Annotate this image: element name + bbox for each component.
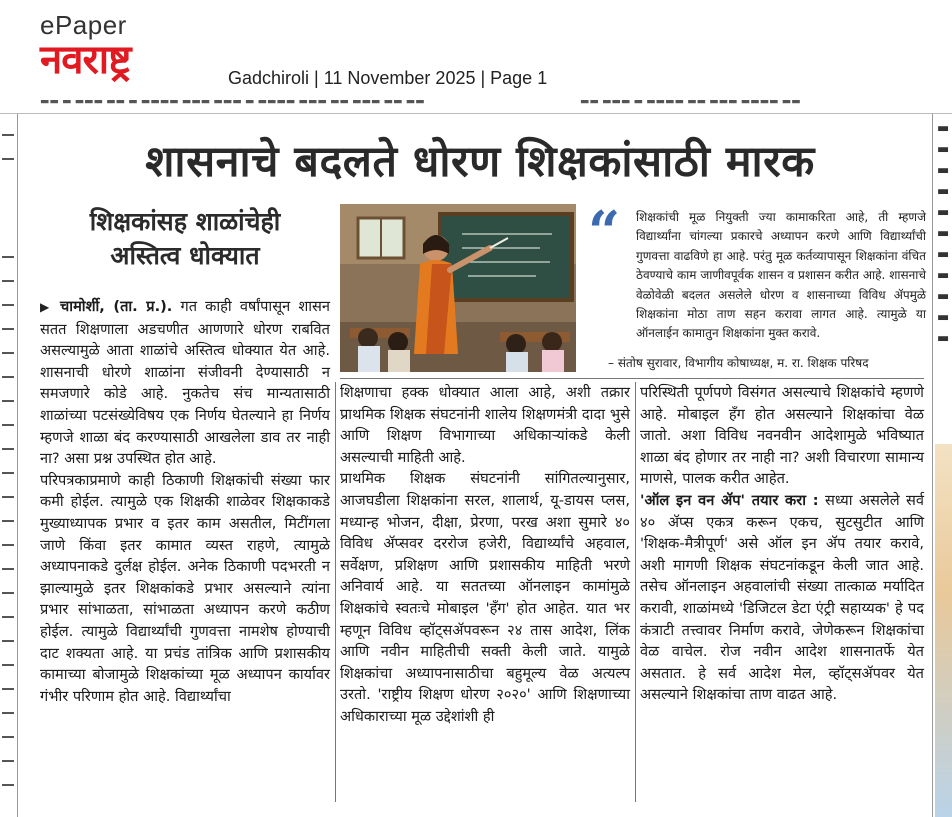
subhead-line-2: अस्तित्व धोक्यात: [110, 241, 260, 270]
subhead-line-1: शिक्षकांसह शाळांचेही: [89, 207, 281, 236]
column-1-lead: गत काही वर्षांपासून शासन सतत शिक्षणाला अडचणीत आणणारे धोरण राबवित असल्यामुळे आता शाळांचे अस्तित्व धोक्यात येत आहे. शासनाची धोरणे शाळांना संजीवनी देण्यासाठी न समजणारे कोडे आहे. नुकतेच संच मान्यतासाठी शाळांच्या पटसंख्येविषय एक निर्णय घेतल्याने हा निर्णय म्हणजे शाळा बंद करण्यासाठी आखलेला डाव तर नाही ना? असा प्रश्न उपस्थित होत आहे.: [40, 298, 330, 468]
masthead: [0, 0, 952, 100]
column-divider: [635, 382, 636, 802]
column-3-paragraph-2: सध्या असलेले सर्व ४० ॲप्स एकत्र करून एकच, सुटसुटीत आणि 'शिक्षक-मैत्रीपूर्ण' असे ऑल इन ॲप तयार करावे, अशी मागणी शिक्षक संघटनांकडून केली जात आहे. तसेच ऑनलाइन अहवालांची संख्या तात्काळ मर्यादित करावी, शाळांमध्ये 'डिजिटल डेटा एंट्री सहाय्यक' हे पद कंत्राटी तत्त्वावर निर्माण करावे, जेणेकरून शिक्षकांचा वेळ वाचेल. रोज नवीन आदेश शासनातर्फे येत असतात. हे सर्व आदेश मेल, व्हॉट्सॲपवर येत असल्याने शिक्षकांचा ताण वाढत आहे.: [640, 491, 924, 704]
horizontal-rule: [340, 378, 924, 379]
dateline-arrow-icon: ▶: [40, 300, 61, 314]
edition-info: Gadchiroli | 11 November 2025 | Page 1: [228, 68, 548, 88]
quote-author: – संतोष सुरावार, विभागीय कोषाध्यक्ष, म. रा. शिक्षक परिषद: [608, 356, 869, 370]
quote-mark-icon: “: [588, 199, 621, 265]
brand-logo: नवराष्ट्र: [40, 37, 131, 83]
column-2-paragraph-1: शिक्षणाचा हक्क धोक्यात आला आहे, अशी तक्रार प्राथमिक शिक्षक संघटनांनी शालेय शिक्षणमंत्री दादा भुसे आणि शिक्षण विभागाच्या अधिकाऱ्यांकडे केली असल्याची माहिती आहे.: [340, 384, 630, 466]
classroom-scene-image: [340, 204, 576, 372]
left-adjacent-column: [0, 114, 18, 817]
column-3-paragraph-1: परिस्थिती पूर्णपणे विसंगत असल्याचे शिक्षकांचे म्हणणे आहे. मोबाइल हँग होत असल्याने शिक्षकांचा वेळ जातो. अशा विविध नवनवीन आदेशामुळे भविष्यात शाळा बंद होणार तर नाही ना? अशी विचारणा सामान्य माणसे, पालक करीत आहेत.: [640, 384, 924, 488]
adjacent-image-fragment: [935, 444, 952, 817]
section-subtitle: 'ऑल इन वन ॲप' तयार करा :: [640, 491, 819, 509]
article-subhead: [40, 205, 330, 273]
column-2-paragraph-2: प्राथमिक शिक्षक संघटनांनी सांगितल्यानुसार, आजघडीला शिक्षकांना सरल, शालार्थ, यू-डायस प्लस, मध्यान्ह भोजन, दीक्षा, प्रेरणा, परख अशा सुमारे ४० विविध ॲप्सवर दररोज हजेरी, विद्यार्थ्यांचे अहवाल, सर्वेक्षण, प्रशिक्षण आणि प्रशासकीय माहिती भरणे अनिवार्य आहे. या सततच्या ऑनलाइन कामांमुळे शिक्षकांचे स्वतःचे मोबाइल 'हँग' होत आहेत. यात भर म्हणून विविध व्हॉट्सॲपवरून २४ तास आदेश, लिंक आणि नवीन माहितीची सक्ती केली जाते. यामुळे शिक्षकांचा अध्यापनासाठीचा बहुमूल्य वेळ अत्यल्प उरतो. 'राष्ट्रीय शिक्षण धोरण २०२०' आणि शिक्षणाच्या अधिकाराच्या मूळ उद्देशांशी ही: [340, 470, 630, 725]
article-column-2: [340, 382, 630, 728]
quote-box: [588, 199, 926, 372]
dateline: चामोर्शी, (ता. प्र.).: [60, 298, 173, 315]
cut-off-text-strip: ▬▬ ▬ ▬▬▬ ▬▬ ▬ ▬▬▬▬ ▬▬▬ ▬▬▬ ▬ ▬▬▬▬ ▬▬▬ ▬▬ ▬▬▬ ▬▬ ▬▬ ▬▬ ▬▬▬ ▬ ▬▬▬▬ ▬▬ ▬▬▬ ▬▬▬▬ ▬▬: [0, 100, 952, 114]
article-column-3: [640, 382, 924, 706]
column-1-paragraph: परिपत्रकाप्रमाणे काही ठिकाणी शिक्षकांची संख्या फार कमी होईल. त्यामुळे एक शिक्षकी शाळेवर शिक्षकाकडे मुख्याध्यापक प्रभार व इतर काम असतील, मिटींगला जाणे किंवा इतर कामात व्यस्त राहणे, त्यामुळे अध्यापनाकडे दुर्लक्ष होईल. अनेक ठिकाणी पदभरती न झाल्यामुळे इतर शिक्षकांकडे प्रभार असल्याने त्यांना प्रभार सांभाळता, सांभाळता अध्यापन करणे कठीण होईल. त्यामुळे विद्यार्थ्यांची गुणवत्ता नामशेष होण्याची दाट शक्यता आहे. या प्रचंड तांत्रिक आणि प्रशासकीय कामाच्या बोजामुळे शिक्षकांच्या मूळ अध्यापन कार्यावर गंभीर परिणाम होत आहे. विद्यार्थ्यांचा: [40, 471, 330, 705]
right-adjacent-column: ▬ ▬ ▬ ▬ ▬ ▬ ▬ ▬ ▬ ▬ ▬: [932, 114, 952, 817]
epaper-label: ePaper: [40, 10, 127, 40]
article-headline: शासनाचे बदलते धोरण शिक्षकांसाठी मारक: [145, 137, 815, 187]
teacher-classroom-illustration: [340, 204, 576, 372]
article-column-1: [40, 296, 330, 707]
column-divider: [335, 382, 336, 802]
quote-text: शिक्षकांची मूळ नियुक्ती ज्या कामाकरिता आहे, ती म्हणजे विद्यार्थ्यांना चांगल्या प्रकारचे अध्यापन करणे आणि विद्यार्थ्यांची गुणवत्ता वाढविणे हा आहे. परंतु मूळ कर्तव्यापासून शिक्षकांना वंचित ठेवण्याचे काम जाणीवपूर्वक शासन व प्रशासन करीत आहे. शासनाचे वेळोवेळी बदलत असलेले धोरण व शासनाच्या विविध ॲपमुळे शिक्षकांना मोठा ताण सहन करावा लागत आहे. त्यामुळे या ऑनलाईन कामातुन शिक्षकांना मुक्त करावे.: [636, 210, 926, 341]
